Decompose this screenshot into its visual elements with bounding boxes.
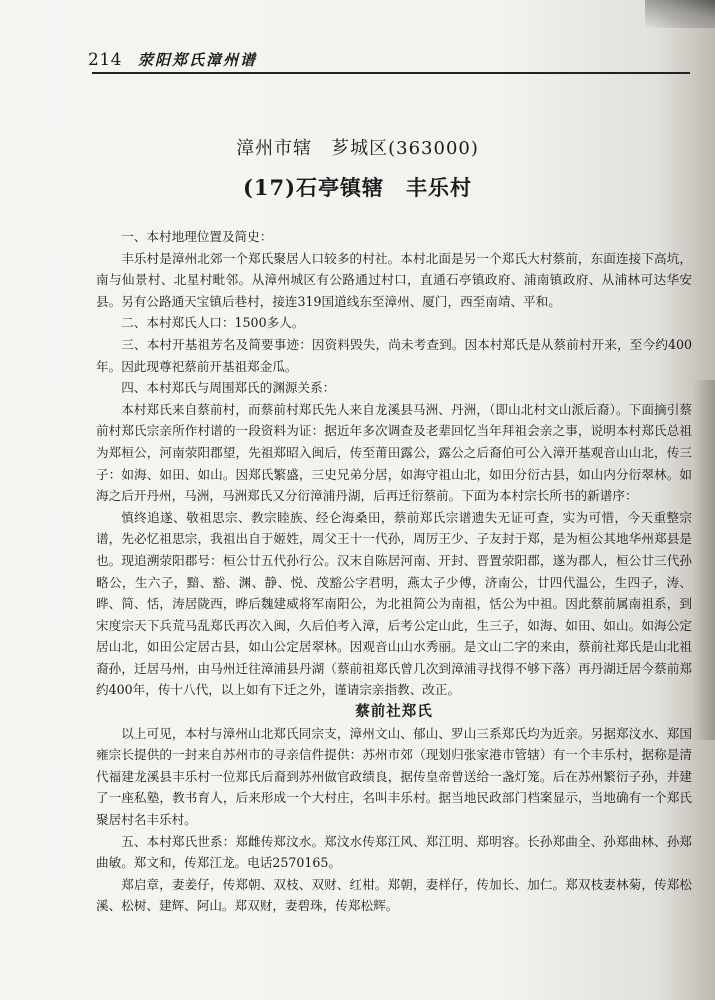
scan-edge-shadow [693,380,715,740]
district-line: 漳州市辖 芗城区(363000) [236,138,479,159]
running-title: 荥阳郑氏漳州谱 [137,51,257,69]
paragraph: 以上可见，本村与漳州山北郑氏同宗支，漳州文山、郁山、罗山三系郑氏均为近亲。另据郑汶水、郑国雍宗长提供的一封来自苏州市的寻亲信件提供：苏州市郊（现划归张家港市管辖）有一个丰乐村，据称是清代福建龙溪县丰乐村一位郑氏后裔到苏州做官政绩良，据传皇帝曾送给一盏灯笼。后在苏州繁衍子孙，并建了一座私塾，教书育人，后来形成一个大村庄，名叫丰乐村。据当地民政部门档案显示，当地确有一个郑氏聚居村名丰乐村。 [96,725,692,828]
header-rule [92,72,690,74]
page-header [88,38,688,70]
section-heading: 三、本村开基祖芳名及简要事迹：因资料毁失，尚未考查到。因本村郑氏是从蔡前村开来，至今约400年。因此现尊祀蔡前开基祖郑金瓜。 [96,336,692,374]
paragraph: 本村郑氏来自蔡前村，而蔡前村郑氏先人来自龙溪县马洲、丹洲，（即山北村文山派后裔）。下面摘引蔡前村郑氏宗亲所作村谱的一段资料为证：据近年多次调查及老辈回忆当年拜祖会亲之事，说明本村郑氏总祖为郑桓公，河南荥阳郡望，先祖郑昭入闽后，传至莆田露公，露公之后裔伯可公入漳开基观音山山北，传三子：如海、如田、如山。因郑氏繁盛，三史兄弟分居，如海守祖山北，如田分衍古县，如山内分衍翠林。如海之后开丹州，马洲，马洲郑氏又分衍漳浦丹湖，后再迁衍蔡前。下面为本村宗长所书的新谱序： [96,401,692,504]
section-heading: 一、本村地理位置及简史： [121,229,273,244]
article-body [96,226,692,917]
village-title: (17)石亭镇辖 丰乐村 [242,175,473,200]
paragraph: 郑启章，妻姜仔，传郑朝、双枝、双财、红柑。郑朝，妻样仔，传加长、加仁。郑双枝妻林菊，传郑松溪、松树、建辉、阿山。郑双财，妻碧珠，传郑松辉。 [96,876,692,914]
paragraph: 丰乐村是漳州北郊一个郑氏聚居人口较多的村社。本村北面是另一个郑氏大村蔡前，东面连接下高坑，南与仙景村、北星村毗邻。从漳州城区有公路通过村口，直通石亭镇政府、浦南镇政府、从浦林可达华安县。另有公路通天宝镇后巷村，接连319国道线东至漳州、厦门，西至南靖、平和。 [96,250,692,309]
section-subtitle: 蔡前社郑氏 [355,703,433,721]
section-heading: 四、本村郑氏与周围郑氏的渊源关系： [121,380,336,396]
section-heading: 五、本村郑氏世系：郑雌传郑汶水。郑汶水传郑江风、郑江明、郑明容。长孙郑曲全、孙郑曲林、孙郑曲敏。郑文和，传郑江龙。电话2570165。 [96,833,692,871]
scan-shadow [645,0,715,28]
page-number: 214 [88,50,122,70]
section-heading: 二、本村郑氏人口：1500多人。 [121,315,305,331]
paragraph: 慎终追遂、敬祖思宗、教宗睦族、经仑海桑田，蔡前郑氏宗谱遗失无证可查，实为可惜，今天重整宗谱，先必忆祖思宗，我祖出自于姬姓，周父王十一代孙，周厉王少、子友封于郑，是为桓公其地华州郑县是也。现追溯荥阳郡号：桓公廿五代孙行公。汉末自陈居河南、开封、晋置荥阳郡，遂为郡人，桓公廿三代孙略公，生六子，黯、豁、渊、静、悦、茂豁公字君明，燕太子少傅，济南公，廿四代温公，生四子，涛、晔、简、恬，涛居陇西，晔后魏建威将军南阳公，为北祖简公为南祖，恬公为中祖。因此蔡前属南祖系，到宋度宗天下兵荒马乱郑氏再次入闽，久后伯考入漳，后考公定山此，生三子，如海、如田、如山。如海公定居山北，如田公定居古县，如山公定居翠林。因观音山山水秀丽。是文山二字的来由，蔡前社郑氏是山北祖裔孙，迁居马州，由马州迁往漳浦县丹湖（蔡前祖郑氏曾几次到漳浦寻找得不够下落）再丹湖迁居今蔡前郑约400年，传十八代，以上如有下迁之外，谨请宗亲指教、改正。 [96,509,692,698]
